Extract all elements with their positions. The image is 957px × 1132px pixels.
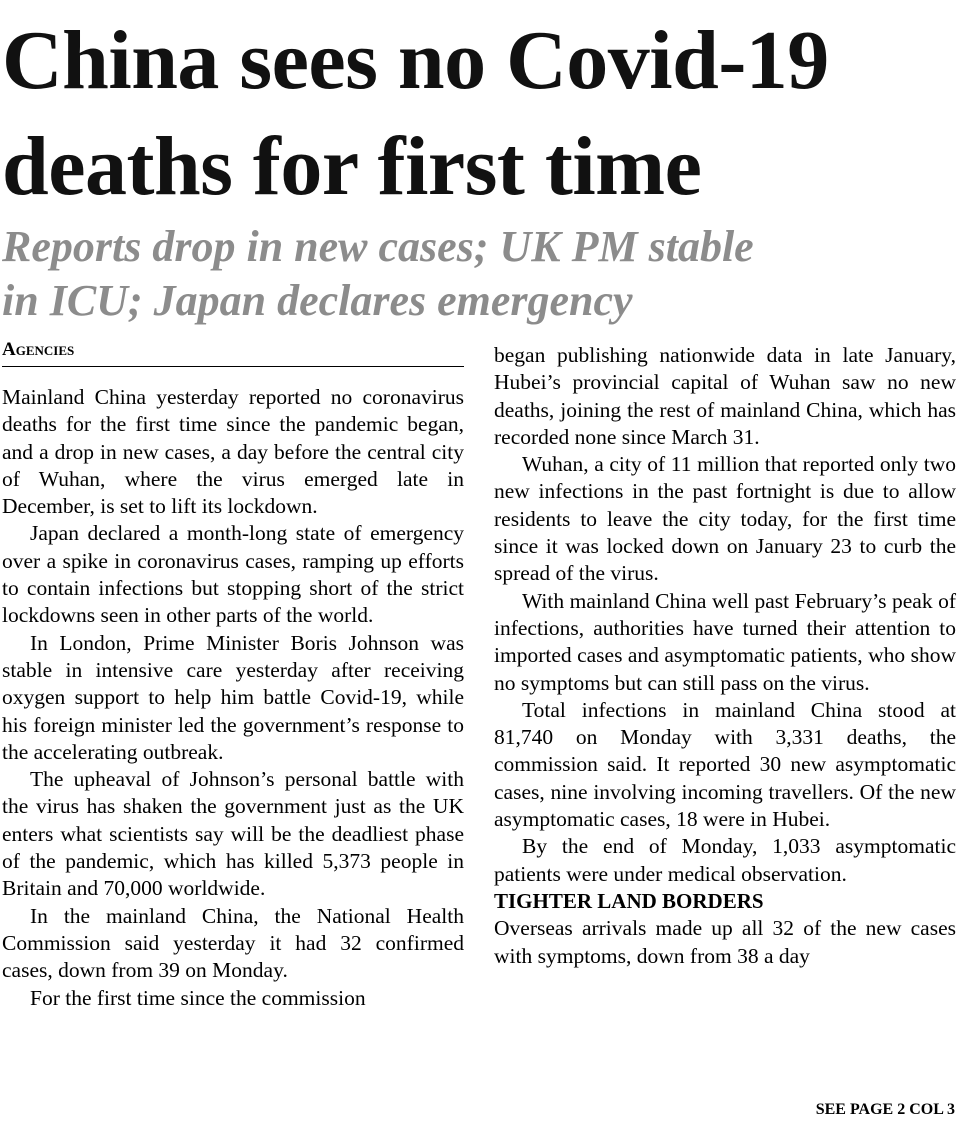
subheadline-line-1: Reports drop in new cases; UK PM stable bbox=[2, 222, 754, 271]
paragraph: Mainland China yesterday reported no coronavirus deaths for the first time since the pandemic began, and a drop in new cases, a day before the central city of Wuhan, where the virus emerged late in December, is set to lift its lockdown. bbox=[2, 385, 464, 519]
headline-line-1: China sees no Covid-19 bbox=[2, 14, 829, 107]
byline: Agencies bbox=[2, 336, 464, 367]
paragraph: By the end of Monday, 1,033 asymptomatic patients were under medical observation. bbox=[494, 834, 956, 886]
subheadline bbox=[2, 220, 957, 328]
paragraph: Total infections in mainland China stood at 81,740 on Monday with 3,331 deaths, the commission said. It reported 30 new asymptomatic cases, nine involving incoming travellers. Of the new asymptomatic cases, 18 were in Hubei. bbox=[494, 697, 956, 832]
headline-line-2: deaths for first time bbox=[2, 120, 702, 213]
paragraph: Overseas arrivals made up all 32 of the new cases with symptoms, down from 38 a day bbox=[494, 916, 956, 968]
continuation-note: SEE PAGE 2 COL 3 bbox=[815, 1101, 955, 1118]
crosshead: TIGHTER LAND BORDERS bbox=[494, 888, 764, 913]
paragraph: began publishing nationwide data in late January, Hubei’s provincial capital of Wuhan saw no new deaths, joining the rest of mainland China, which has recorded none since March 31. bbox=[494, 343, 956, 449]
paragraph: With mainland China well past February’s peak of infections, authorities have turned their attention to imported cases and asymptomatic patients, who show no symptoms but can still pass on the virus. bbox=[494, 588, 956, 695]
article-column-left bbox=[2, 384, 464, 1012]
paragraph: The upheaval of Johnson’s personal battle with the virus has shaken the government just as the UK enters what scientists say will be the deadliest phase of the pandemic, which has killed 5,373 people in Britain and 70,000 worldwide. bbox=[2, 767, 464, 901]
article-column-right bbox=[494, 342, 956, 970]
paragraph: For the first time since the commission bbox=[30, 985, 366, 1010]
paragraph: Wuhan, a city of 11 million that reported only two new infections in the past fortnight is due to allow residents to leave the city today, for the first time since it was locked down on January 23 to curb the spread of the virus. bbox=[494, 452, 956, 586]
subheadline-line-2: in ICU; Japan declares emergency bbox=[2, 276, 633, 325]
paragraph: Japan declared a month-long state of emergency over a spike in coronavirus cases, ramping up efforts to contain infections but stopping short of the strict lockdowns seen in other parts of the world. bbox=[2, 521, 464, 628]
paragraph: In London, Prime Minister Boris Johnson was stable in intensive care yesterday after receiving oxygen support to help him battle Covid-19, while his foreign minister led the government’s response to the accelerating outbreak. bbox=[2, 630, 464, 764]
headline bbox=[2, 8, 957, 220]
paragraph: In the mainland China, the National Health Commission said yesterday it had 32 confirmed cases, down from 39 on Monday. bbox=[2, 903, 464, 983]
